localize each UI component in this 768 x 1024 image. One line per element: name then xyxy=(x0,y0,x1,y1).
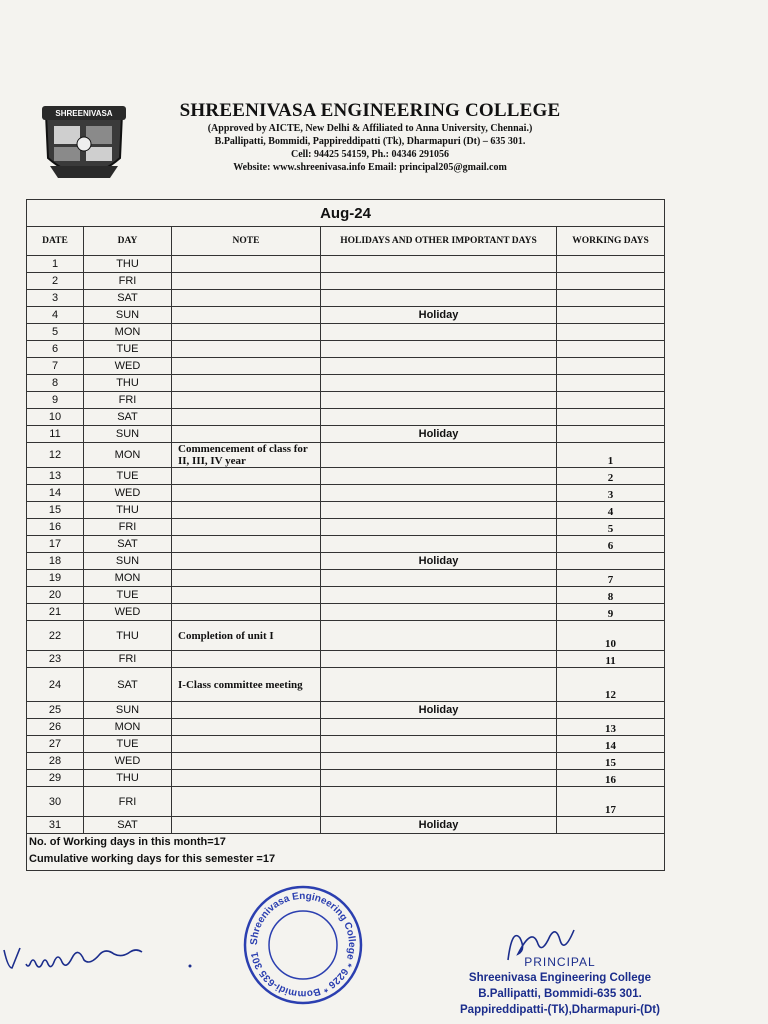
working-day-cell: 8 xyxy=(557,587,665,604)
holiday-cell xyxy=(321,621,557,651)
note-cell: Commencement of class for II, III, IV year xyxy=(172,443,321,468)
holiday-cell xyxy=(321,443,557,468)
college-logo xyxy=(40,100,128,186)
holiday-cell xyxy=(321,570,557,587)
date-cell: 14 xyxy=(27,485,84,502)
holiday-cell xyxy=(321,290,557,307)
date-cell: 3 xyxy=(27,290,84,307)
holiday-cell xyxy=(321,392,557,409)
holiday-cell xyxy=(321,324,557,341)
date-cell: 12 xyxy=(27,443,84,468)
day-cell: SAT xyxy=(84,536,172,553)
day-cell: THU xyxy=(84,770,172,787)
date-cell: 16 xyxy=(27,519,84,536)
principal-title: PRINCIPAL xyxy=(524,955,596,969)
note-cell xyxy=(172,753,321,770)
day-cell: THU xyxy=(84,621,172,651)
holiday-cell xyxy=(321,375,557,392)
table-row xyxy=(27,307,665,324)
day-cell: FRI xyxy=(84,651,172,668)
holiday-cell xyxy=(321,519,557,536)
note-cell xyxy=(172,392,321,409)
date-cell: 20 xyxy=(27,587,84,604)
holiday-cell xyxy=(321,651,557,668)
date-cell: 26 xyxy=(27,719,84,736)
note-cell xyxy=(172,536,321,553)
day-cell: FRI xyxy=(84,787,172,817)
holiday-cell xyxy=(321,604,557,621)
table-row xyxy=(27,375,665,392)
working-day-cell: 6 xyxy=(557,536,665,553)
holiday-cell xyxy=(321,409,557,426)
date-cell: 5 xyxy=(27,324,84,341)
college-address: B.Pallipatti, Bommidi, Pappireddipatti (Tk), Dharmapuri (Dt) – 635 301. xyxy=(214,136,526,147)
date-cell: 8 xyxy=(27,375,84,392)
holiday-cell xyxy=(321,468,557,485)
day-cell: MON xyxy=(84,324,172,341)
date-cell: 24 xyxy=(27,668,84,702)
table-row xyxy=(27,485,665,502)
note-cell xyxy=(172,519,321,536)
working-day-cell: 7 xyxy=(557,570,665,587)
college-header xyxy=(130,100,610,174)
working-day-cell xyxy=(557,256,665,273)
day-cell: SUN xyxy=(84,702,172,719)
day-cell: TUE xyxy=(84,736,172,753)
table-row xyxy=(27,256,665,273)
day-cell: SUN xyxy=(84,307,172,324)
table-row xyxy=(27,324,665,341)
note-cell xyxy=(172,307,321,324)
note-cell xyxy=(172,375,321,392)
note-cell xyxy=(172,587,321,604)
calendar-table xyxy=(26,199,665,871)
table-row xyxy=(27,409,665,426)
holiday-cell xyxy=(321,753,557,770)
working-day-cell: 14 xyxy=(557,736,665,753)
working-day-cell: 5 xyxy=(557,519,665,536)
table-row xyxy=(27,587,665,604)
working-day-cell: 1 xyxy=(557,443,665,468)
date-cell: 1 xyxy=(27,256,84,273)
note-cell xyxy=(172,719,321,736)
holiday-cell xyxy=(321,273,557,290)
table-row xyxy=(27,468,665,485)
working-day-cell xyxy=(557,553,665,570)
table-row xyxy=(27,736,665,753)
stamp-lettering: Shreenivasa Engineering College * 6226 * Bommidi-635 301 xyxy=(248,890,358,1000)
table-row xyxy=(27,719,665,736)
working-day-cell xyxy=(557,375,665,392)
working-day-cell: 16 xyxy=(557,770,665,787)
working-day-cell: 10 xyxy=(557,621,665,651)
table-row xyxy=(27,392,665,409)
holiday-cell xyxy=(321,719,557,736)
table-row xyxy=(27,290,665,307)
month-title: Aug-24 xyxy=(27,200,665,227)
table-row xyxy=(27,536,665,553)
day-cell: TUE xyxy=(84,341,172,358)
date-cell: 27 xyxy=(27,736,84,753)
date-cell: 2 xyxy=(27,273,84,290)
holiday-cell xyxy=(321,787,557,817)
date-cell: 23 xyxy=(27,651,84,668)
working-day-cell: 3 xyxy=(557,485,665,502)
working-day-cell: 15 xyxy=(557,753,665,770)
college-name: SHREENIVASA ENGINEERING COLLEGE xyxy=(179,100,561,121)
holiday-cell xyxy=(321,770,557,787)
note-cell xyxy=(172,651,321,668)
note-cell xyxy=(172,358,321,375)
table-row xyxy=(27,668,665,702)
day-cell: MON xyxy=(84,719,172,736)
holiday-cell xyxy=(321,587,557,604)
holiday-cell xyxy=(321,256,557,273)
date-cell: 19 xyxy=(27,570,84,587)
principal-line2: Pappireddipatti-(Tk),Dharmapuri-(Dt) xyxy=(460,1004,660,1016)
principal-line1: B.Pallipatti, Bommidi-635 301. xyxy=(478,988,642,1000)
table-row xyxy=(27,621,665,651)
table-row xyxy=(27,753,665,770)
header-note: NOTE xyxy=(172,227,321,256)
summary-cell xyxy=(27,834,665,871)
table-row xyxy=(27,787,665,817)
note-cell: Completion of unit I xyxy=(172,621,321,651)
note-cell xyxy=(172,324,321,341)
date-cell: 11 xyxy=(27,426,84,443)
header-holidays: HOLIDAYS AND OTHER IMPORTANT DAYS xyxy=(321,227,557,256)
working-day-cell xyxy=(557,817,665,834)
note-cell xyxy=(172,341,321,358)
date-cell: 18 xyxy=(27,553,84,570)
working-day-cell: 17 xyxy=(557,787,665,817)
note-cell xyxy=(172,570,321,587)
day-cell: SAT xyxy=(84,668,172,702)
day-cell: THU xyxy=(84,375,172,392)
day-cell: MON xyxy=(84,443,172,468)
date-cell: 13 xyxy=(27,468,84,485)
college-seal-stamp xyxy=(240,882,366,1008)
holiday-cell xyxy=(321,536,557,553)
working-day-cell xyxy=(557,426,665,443)
day-cell: SAT xyxy=(84,290,172,307)
table-row xyxy=(27,553,665,570)
working-day-cell: 12 xyxy=(557,668,665,702)
working-day-cell xyxy=(557,702,665,719)
table-row xyxy=(27,426,665,443)
date-cell: 9 xyxy=(27,392,84,409)
holiday-cell: Holiday xyxy=(321,426,557,443)
table-row xyxy=(27,273,665,290)
college-contact: Cell: 94425 54159, Ph.: 04346 291056 xyxy=(290,149,450,160)
table-row xyxy=(27,519,665,536)
day-cell: THU xyxy=(84,256,172,273)
note-cell xyxy=(172,702,321,719)
working-day-cell xyxy=(557,307,665,324)
table-row xyxy=(27,502,665,519)
working-day-cell: 9 xyxy=(557,604,665,621)
logo-lettering: SHREENIVASA xyxy=(55,109,113,118)
header-working-days: WORKING DAYS xyxy=(557,227,665,256)
date-cell: 10 xyxy=(27,409,84,426)
date-cell: 29 xyxy=(27,770,84,787)
holiday-cell: Holiday xyxy=(321,553,557,570)
day-cell: TUE xyxy=(84,468,172,485)
day-cell: WED xyxy=(84,358,172,375)
day-cell: MON xyxy=(84,570,172,587)
summary-cumulative: Cumulative working days for this semester =17 xyxy=(29,853,276,865)
table-row xyxy=(27,651,665,668)
working-day-cell xyxy=(557,409,665,426)
holiday-cell xyxy=(321,485,557,502)
principal-stamp xyxy=(440,954,680,1018)
holiday-cell xyxy=(321,736,557,753)
table-row xyxy=(27,604,665,621)
holiday-cell xyxy=(321,358,557,375)
handwritten-signature-left xyxy=(0,938,200,978)
holiday-cell: Holiday xyxy=(321,307,557,324)
date-cell: 31 xyxy=(27,817,84,834)
date-cell: 21 xyxy=(27,604,84,621)
table-row xyxy=(27,443,665,468)
college-web: Website: www.shreenivasa.info Email: principal205@gmail.com xyxy=(233,162,507,173)
working-day-cell xyxy=(557,290,665,307)
day-cell: SUN xyxy=(84,426,172,443)
holiday-cell xyxy=(321,668,557,702)
holiday-cell: Holiday xyxy=(321,702,557,719)
note-cell xyxy=(172,256,321,273)
date-cell: 30 xyxy=(27,787,84,817)
svg-text:Shreenivasa Engineering Colleg xyxy=(249,891,357,999)
day-cell: SAT xyxy=(84,409,172,426)
working-day-cell xyxy=(557,392,665,409)
note-cell xyxy=(172,290,321,307)
date-cell: 28 xyxy=(27,753,84,770)
working-day-cell: 13 xyxy=(557,719,665,736)
header-date: DATE xyxy=(27,227,84,256)
working-day-cell xyxy=(557,273,665,290)
table-row xyxy=(27,702,665,719)
note-cell xyxy=(172,553,321,570)
date-cell: 15 xyxy=(27,502,84,519)
day-cell: FRI xyxy=(84,392,172,409)
college-approval: (Approved by AICTE, New Delhi & Affiliated to Anna University, Chennai.) xyxy=(207,123,533,134)
table-row xyxy=(27,358,665,375)
note-cell xyxy=(172,426,321,443)
note-cell xyxy=(172,409,321,426)
holiday-cell xyxy=(321,341,557,358)
working-day-cell xyxy=(557,358,665,375)
date-cell: 6 xyxy=(27,341,84,358)
day-cell: WED xyxy=(84,604,172,621)
day-cell: SAT xyxy=(84,817,172,834)
principal-college: Shreenivasa Engineering College xyxy=(468,972,652,984)
table-row xyxy=(27,817,665,834)
day-cell: FRI xyxy=(84,519,172,536)
table-row xyxy=(27,770,665,787)
calendar-body xyxy=(27,256,665,834)
note-cell xyxy=(172,817,321,834)
date-cell: 22 xyxy=(27,621,84,651)
day-cell: TUE xyxy=(84,587,172,604)
day-cell: SUN xyxy=(84,553,172,570)
working-day-cell xyxy=(557,341,665,358)
table-row xyxy=(27,341,665,358)
day-cell: THU xyxy=(84,502,172,519)
date-cell: 7 xyxy=(27,358,84,375)
date-cell: 17 xyxy=(27,536,84,553)
day-cell: WED xyxy=(84,753,172,770)
date-cell: 4 xyxy=(27,307,84,324)
note-cell xyxy=(172,787,321,817)
day-cell: FRI xyxy=(84,273,172,290)
day-cell: WED xyxy=(84,485,172,502)
holiday-cell: Holiday xyxy=(321,817,557,834)
working-day-cell: 4 xyxy=(557,502,665,519)
working-day-cell xyxy=(557,324,665,341)
header-day: DAY xyxy=(84,227,172,256)
note-cell xyxy=(172,736,321,753)
note-cell xyxy=(172,468,321,485)
table-row xyxy=(27,570,665,587)
summary-month-total: No. of Working days in this month=17 xyxy=(29,836,226,848)
working-day-cell: 11 xyxy=(557,651,665,668)
note-cell xyxy=(172,502,321,519)
note-cell xyxy=(172,273,321,290)
note-cell xyxy=(172,770,321,787)
note-cell: I-Class committee meeting xyxy=(172,668,321,702)
date-cell: 25 xyxy=(27,702,84,719)
note-cell xyxy=(172,604,321,621)
holiday-cell xyxy=(321,502,557,519)
note-cell xyxy=(172,485,321,502)
working-day-cell: 2 xyxy=(557,468,665,485)
